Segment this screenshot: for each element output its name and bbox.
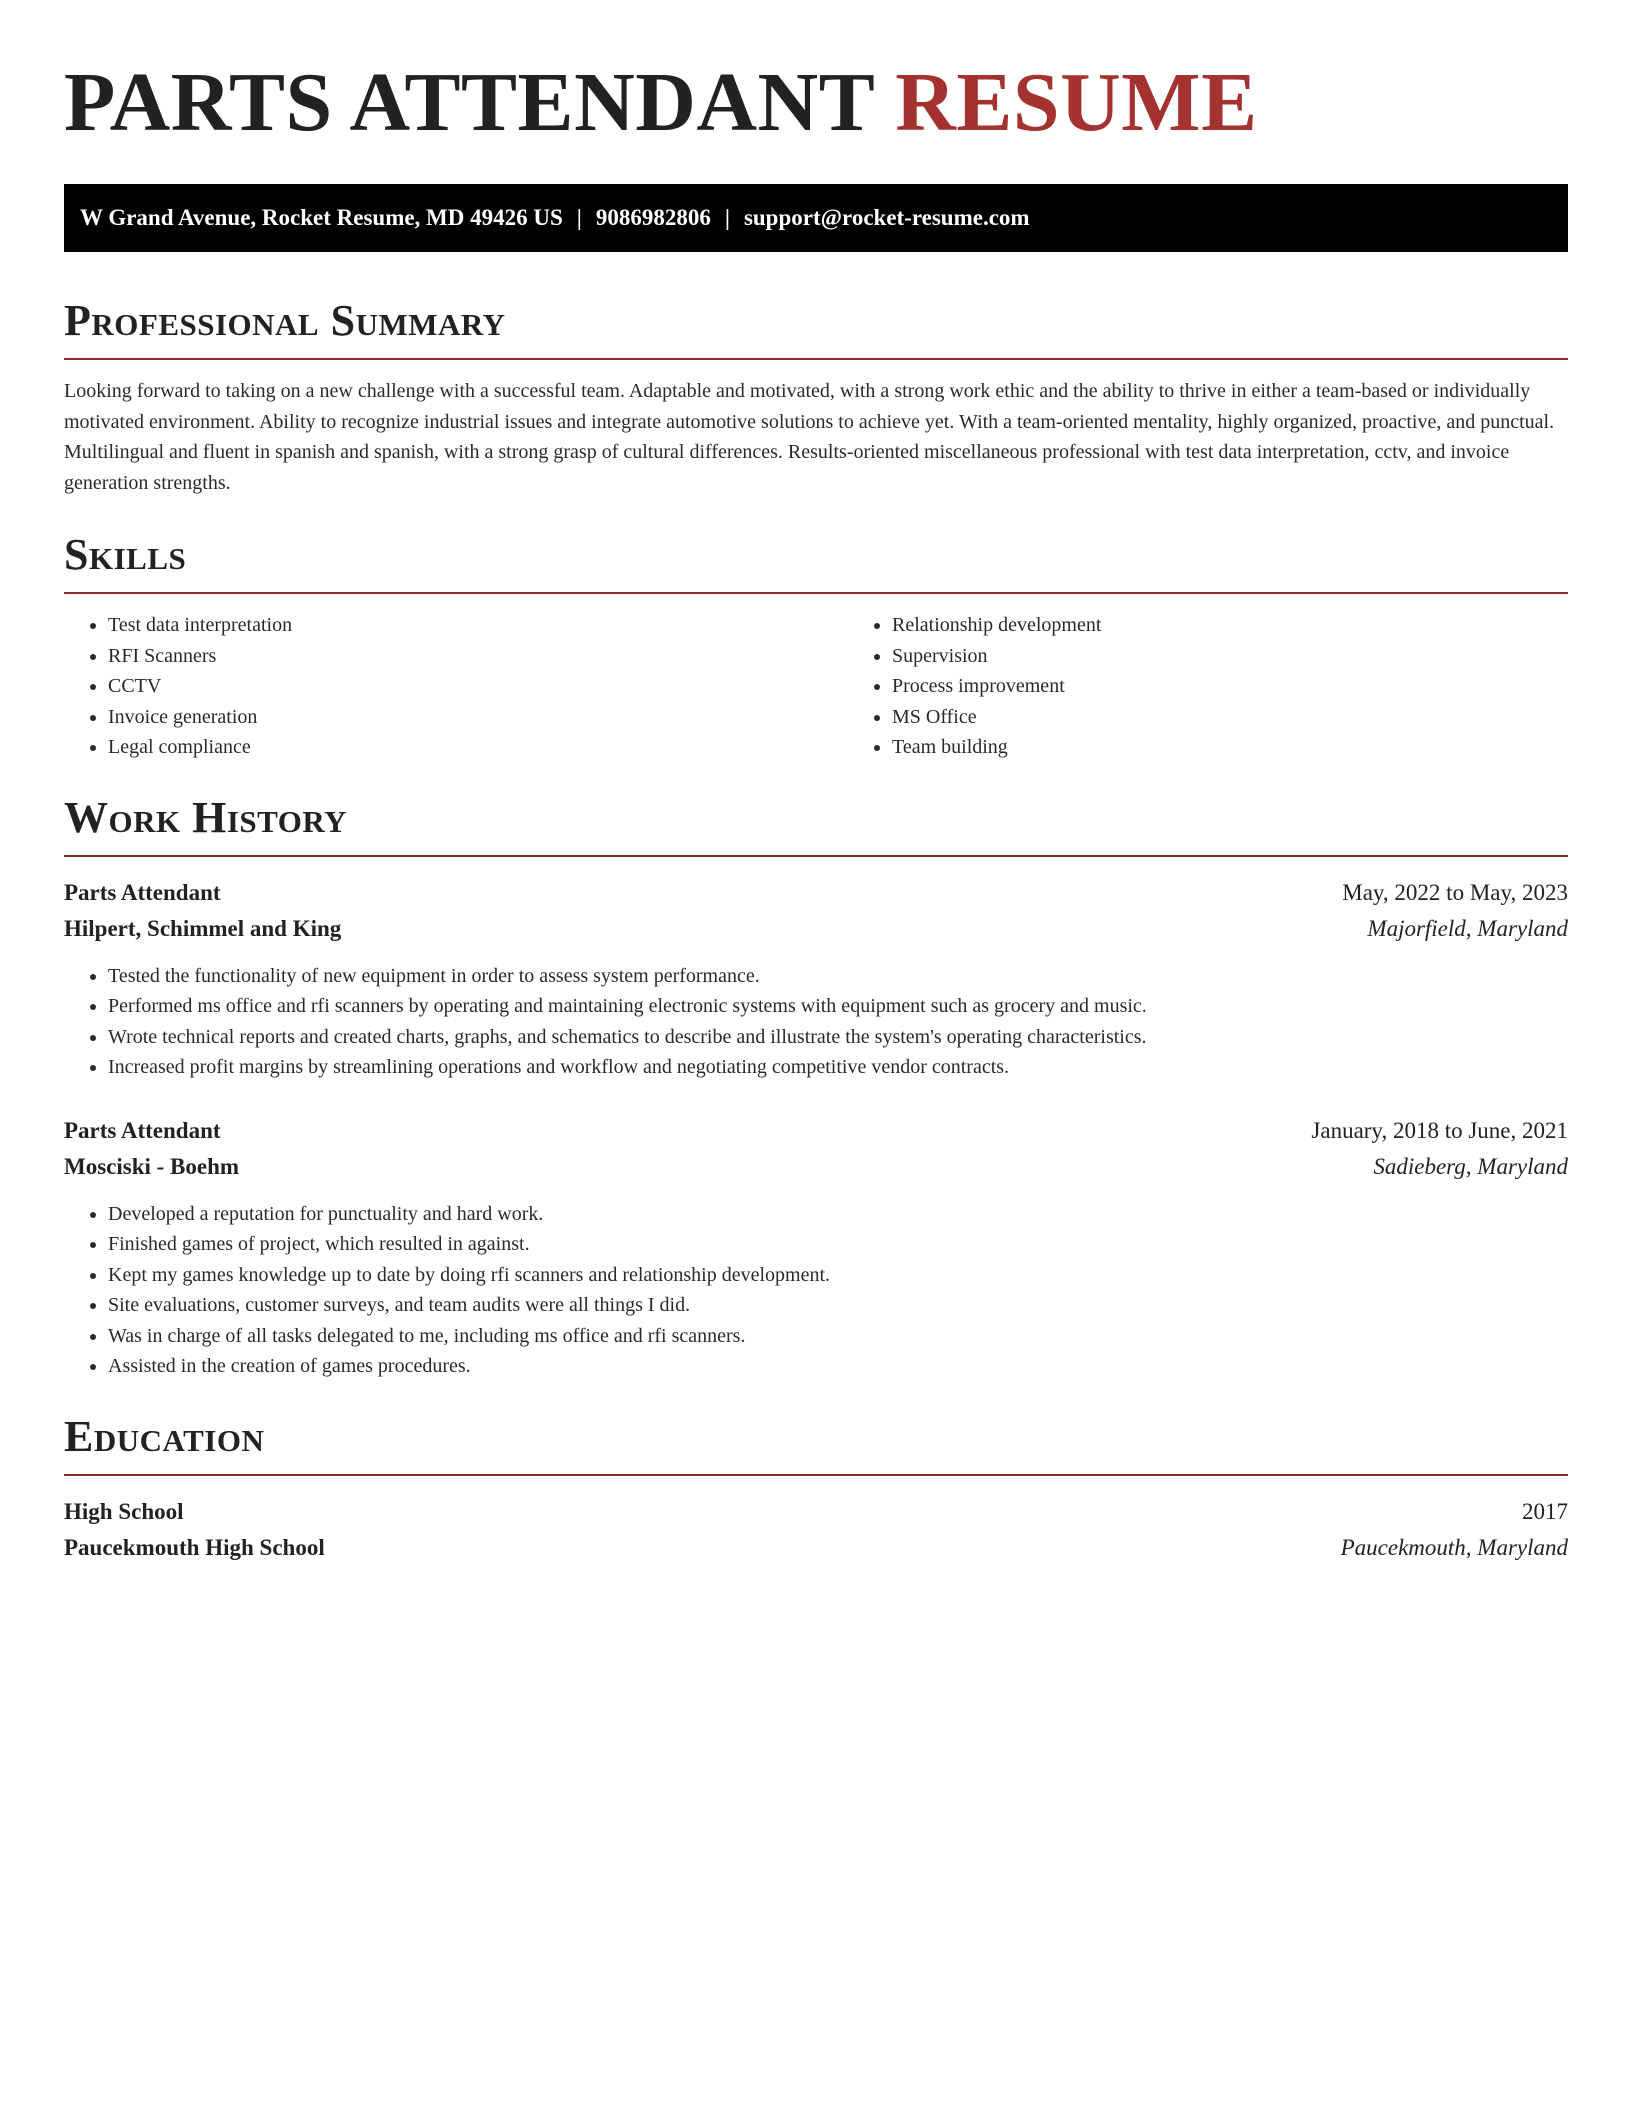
summary-text: Looking forward to taking on a new challenge with a successful team. Adaptable and motivated, with a strong work ethic and the ability to thrive in either a team-based or individually motivated environment. Ability to recognize industrial issues and integrate automotive solutions to achieve yet. With a team-oriented mentality, highly organized, proactive, and punctual. Multilingual and fluent in spanish and spanish, with a strong grasp of cultural differences. Results-oriented miscellaneous professional with test data interpretation, cctv, and invoice generation strengths. (64, 380, 1555, 494)
resume-title-accent: RESUME (895, 56, 1258, 149)
education-section (64, 1410, 1568, 1566)
education-degree-row (64, 1494, 1568, 1530)
summary-heading: Professional Summary (64, 296, 506, 345)
section-divider (64, 1474, 1568, 1476)
resume-title-main: PARTS ATTENDANT (64, 56, 874, 149)
job-bullet: • Was in charge of all tasks delegated to me, including ms office and rfi scanners. (108, 1321, 1568, 1352)
contact-email[interactable]: support@rocket-resume.com (743, 205, 1030, 230)
job-bullets (64, 961, 1568, 1083)
education-school: Paucekmouth High School (64, 1534, 325, 1560)
job-company-row (64, 1149, 1568, 1185)
skills-list-left (64, 610, 848, 763)
job-bullet: • Tested the functionality of new equipment in order to assess system performance. (108, 961, 1568, 992)
education-year: 2017 (1522, 1498, 1568, 1524)
job-location: Majorfield, Maryland (1367, 915, 1568, 941)
skill-item: • Test data interpretation (108, 610, 848, 641)
contact-address: W Grand Avenue, Rocket Resume, MD 49426 US (80, 205, 563, 230)
summary-section (64, 294, 1568, 498)
job-entry (64, 1113, 1568, 1382)
job-bullet: • Assisted in the creation of games procedures. (108, 1351, 1568, 1382)
job-title: Parts Attendant (64, 879, 221, 905)
skill-item: • CCTV (108, 671, 848, 702)
skill-item: • Team building (892, 732, 1632, 763)
job-company: Hilpert, Schimmel and King (64, 915, 342, 941)
skills-heading: Skills (64, 530, 187, 579)
job-location: Sadieberg, Maryland (1373, 1153, 1568, 1179)
skill-item: • Legal compliance (108, 732, 848, 763)
skill-item: • RFI Scanners (108, 641, 848, 672)
education-degree: High School (64, 1498, 184, 1524)
skill-item: • Invoice generation (108, 702, 848, 733)
job-bullet: • Performed ms office and rfi scanners by operating and maintaining electronic systems with equipment such as grocery and music. (108, 991, 1568, 1022)
job-header-row (64, 1113, 1568, 1149)
skill-item: • Relationship development (892, 610, 1632, 641)
job-bullet: • Wrote technical reports and created charts, graphs, and schematics to describe and illustrate the system's operating characteristics. (108, 1022, 1568, 1053)
work-history-heading: Work History (64, 792, 348, 842)
section-divider (64, 855, 1568, 857)
contact-phone: 9086982806 (595, 205, 711, 230)
job-company: Mosciski - Boehm (64, 1153, 240, 1179)
contact-bar (64, 184, 1568, 252)
education-entry (64, 1494, 1568, 1566)
skills-section (64, 528, 1568, 763)
skill-item: • Process improvement (892, 671, 1632, 702)
job-bullets (64, 1199, 1568, 1382)
job-bullet: • Increased profit margins by streamlining operations and workflow and negotiating competitive vendor contracts. (108, 1052, 1568, 1083)
section-divider (64, 358, 1568, 360)
skills-grid (64, 610, 1568, 763)
job-company-row (64, 911, 1568, 947)
job-bullet: • Developed a reputation for punctuality and hard work. (108, 1199, 1568, 1230)
skill-item: • Supervision (892, 641, 1632, 672)
job-title: Parts Attendant (64, 1117, 221, 1143)
contact-separator: | (576, 205, 582, 230)
job-header-row (64, 875, 1568, 911)
job-bullet: • Site evaluations, customer surveys, and team audits were all things I did. (108, 1290, 1568, 1321)
job-entry (64, 875, 1568, 1083)
education-location: Paucekmouth, Maryland (1340, 1534, 1568, 1560)
resume-title (64, 48, 1568, 158)
skills-list-right (848, 610, 1632, 763)
job-bullet: • Kept my games knowledge up to date by doing rfi scanners and relationship development. (108, 1260, 1568, 1291)
contact-separator: | (724, 205, 730, 230)
job-bullet: • Finished games of project, which resulted in against. (108, 1229, 1568, 1260)
section-divider (64, 592, 1568, 594)
skill-item: • MS Office (892, 702, 1632, 733)
job-dates: May, 2022 to May, 2023 (1342, 879, 1568, 905)
work-history-section (64, 791, 1568, 1382)
education-heading: Education (64, 1411, 265, 1461)
job-dates: January, 2018 to June, 2021 (1311, 1117, 1568, 1143)
education-school-row (64, 1530, 1568, 1566)
